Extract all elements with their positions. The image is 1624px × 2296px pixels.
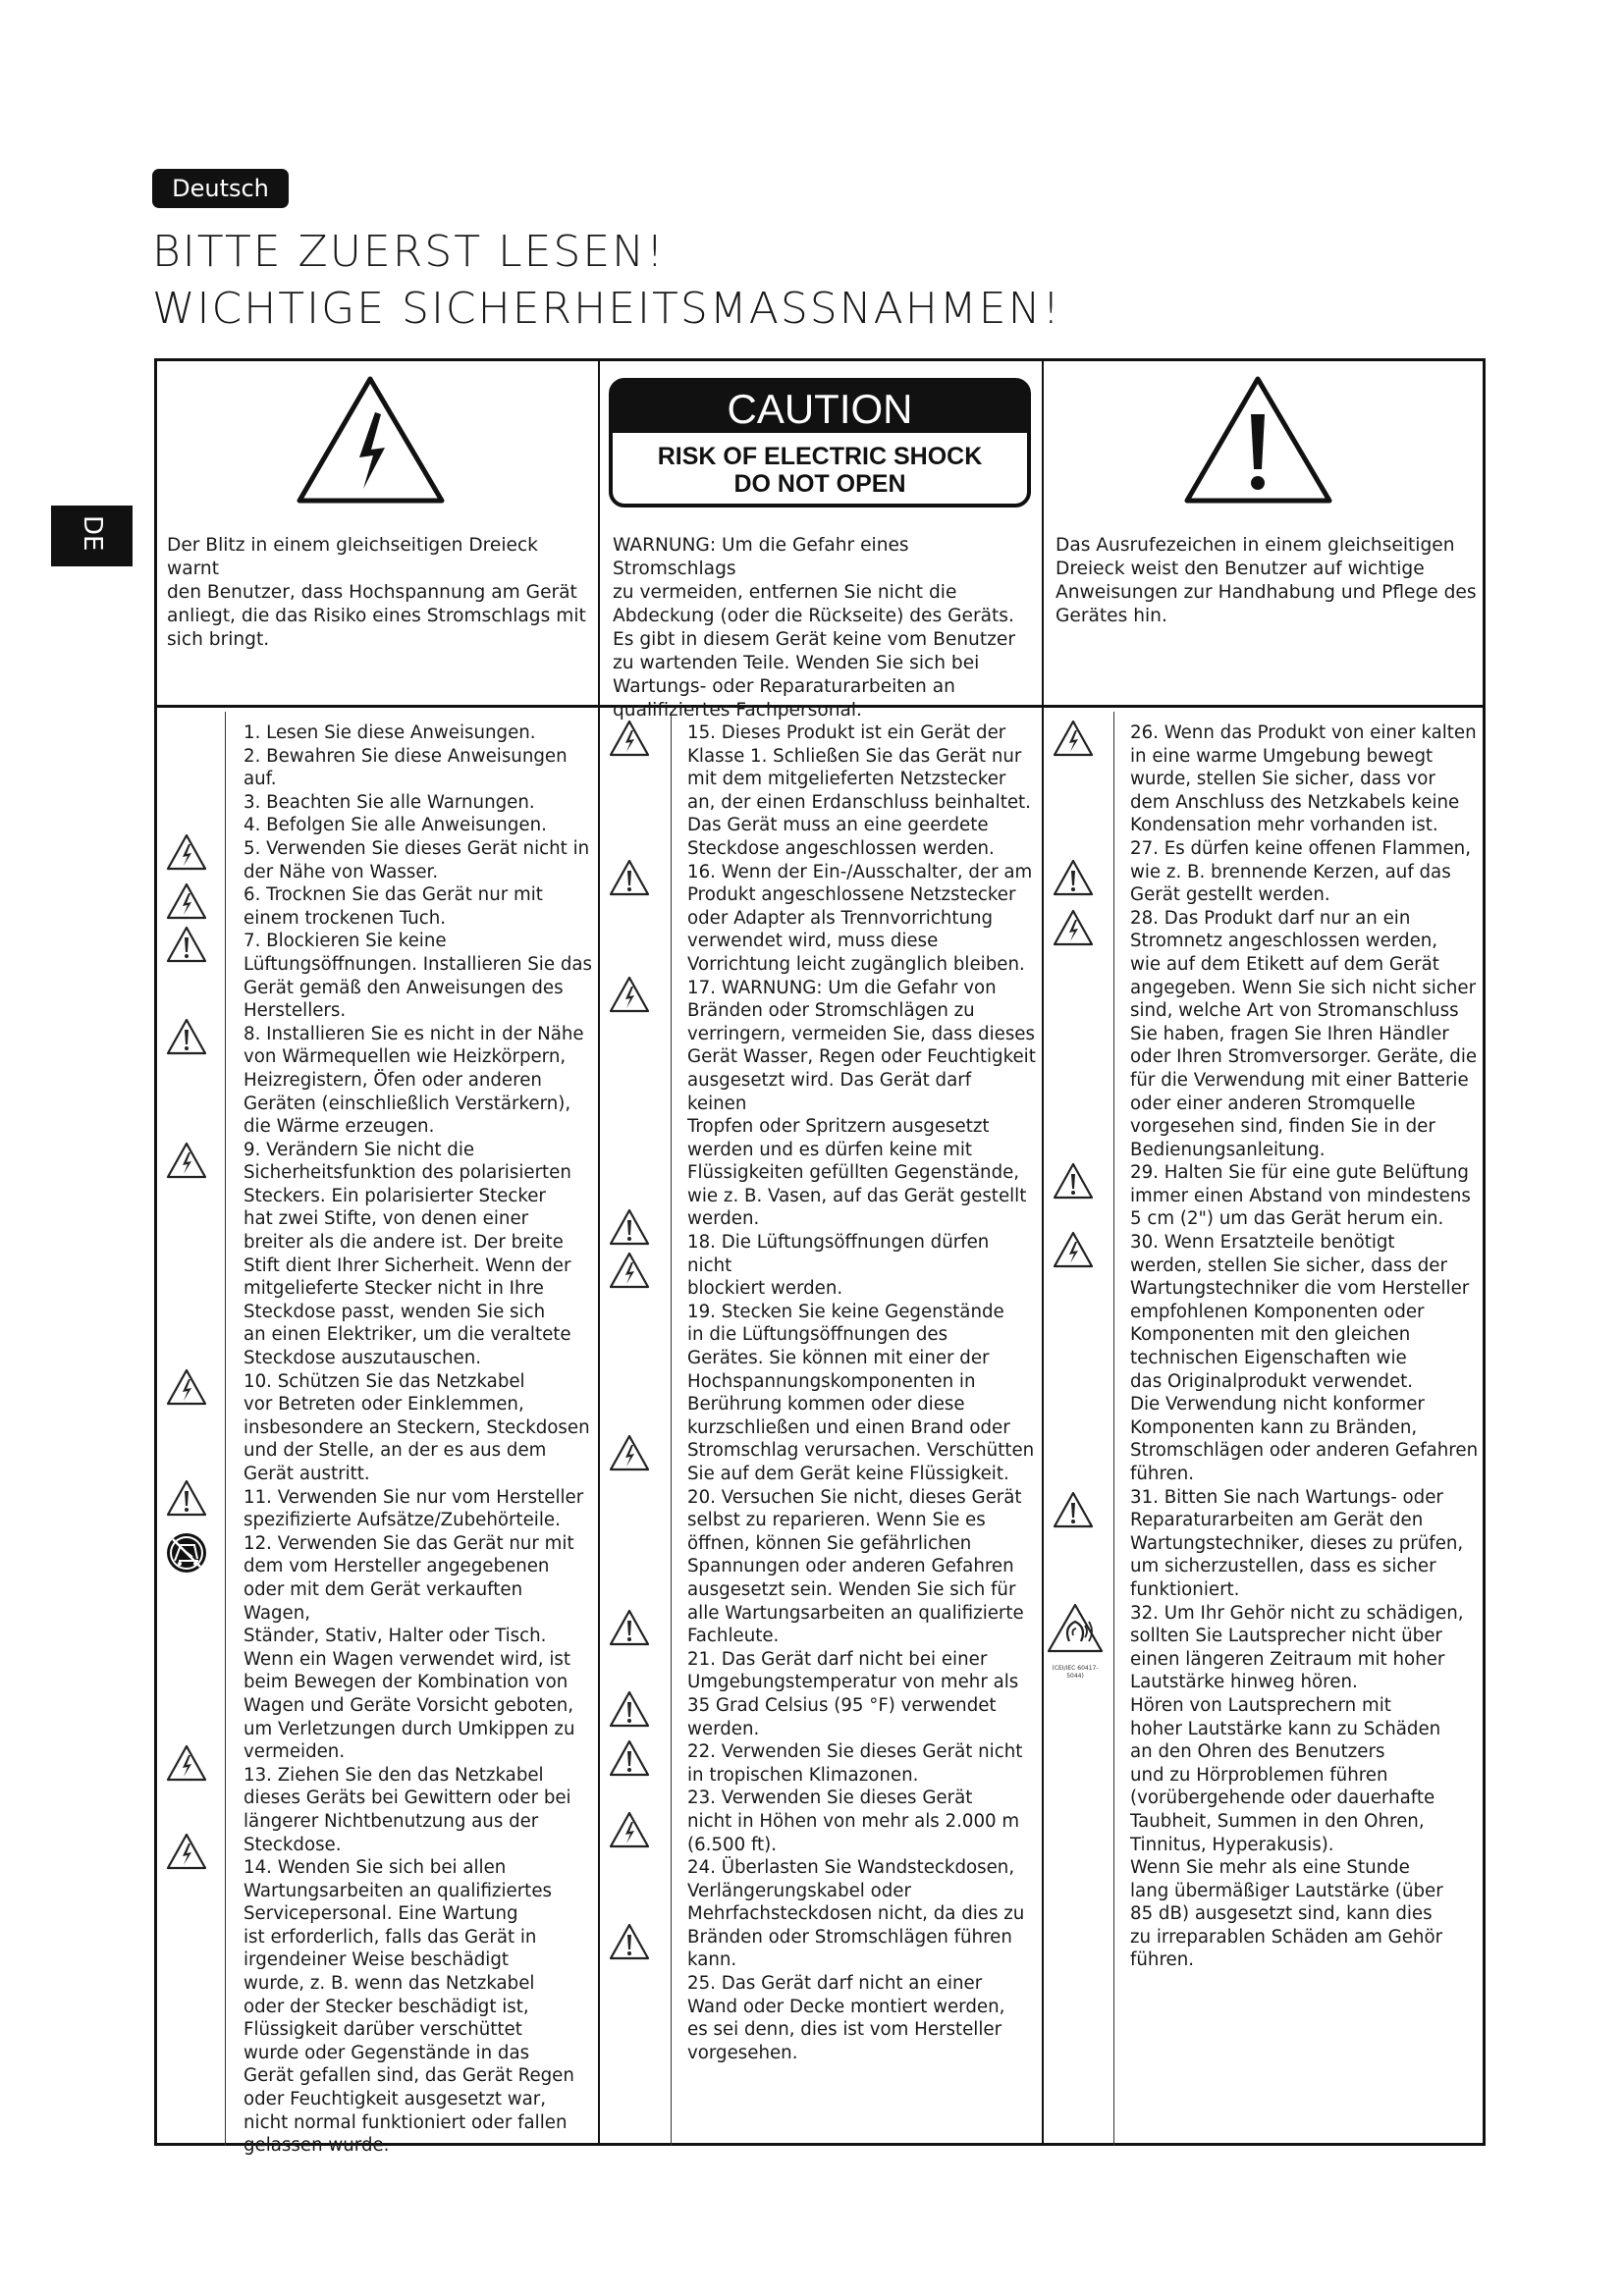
instruction-line: es sei denn, dies ist vom Hersteller: [687, 2019, 1002, 2041]
lightning-triangle-icon: [608, 1433, 651, 1480]
instruction-line: 19. Stecken Sie keine Gegenstände: [687, 1301, 1004, 1322]
instruction-line: 5. Verwenden Sie dieses Gerät nicht in: [244, 837, 590, 859]
instruction-line: die Wärme erzeugen.: [244, 1116, 435, 1138]
instruction-line: einen längeren Zeitraum mit hoher: [1130, 1648, 1445, 1670]
instruction-line: technischen Eigenschaften wie: [1130, 1348, 1407, 1369]
instruction-line: 24. Überlasten Sie Wandsteckdosen,: [687, 1857, 1015, 1879]
instruction-line: 20. Versuchen Sie nicht, dieses Gerät: [687, 1486, 1022, 1508]
instruction-line: 31. Bitten Sie nach Wartungs- oder: [1130, 1486, 1443, 1508]
instruction-line: blockiert werden.: [687, 1278, 843, 1300]
instruction-line: dem Anschluss des Netzkabels keine: [1130, 791, 1460, 813]
lightning-triangle-icon: [165, 1141, 208, 1188]
instruction-line: 13. Ziehen Sie den das Netzkabel: [244, 1764, 544, 1786]
intro-line: zu vermeiden, entfernen Sie nicht die: [613, 582, 957, 603]
intro-line: Der Blitz in einem gleichseitigen Dreieck warnt: [167, 535, 538, 579]
instruction-line: 23. Verwenden Sie dieses Gerät: [687, 1788, 973, 1809]
instruction-line: Stromschlag verursachen. Verschütten: [687, 1440, 1035, 1462]
instruction-line: beim Bewegen der Kombination von: [244, 1672, 568, 1693]
instruction-line: Servicepersonal. Eine Wartung: [244, 1903, 518, 1925]
side-tab-label: DE: [78, 515, 107, 552]
exclamation-triangle-icon: [1182, 373, 1334, 506]
intro-line: Wartungs- oder Reparaturarbeiten an: [613, 676, 955, 697]
intro-line: Abdeckung (oder die Rückseite) des Geräts.: [613, 606, 1014, 626]
instruction-line: 6. Trocknen Sie das Gerät nur mit: [244, 884, 543, 906]
instruction-line: Heizregistern, Öfen oder anderen: [244, 1069, 542, 1091]
lightning-triangle-icon: [1052, 1230, 1095, 1277]
instruction-line: wurde oder Gegenstände in das: [244, 2042, 530, 2063]
intro-line: Anweisungen zur Handhabung und Pflege des: [1056, 582, 1477, 603]
instruction-line: zu irreparablen Schäden am Gehör: [1130, 1926, 1443, 1948]
instruction-line: oder mit dem Gerät verkauften Wagen,: [244, 1578, 523, 1624]
instruction-line: selbst zu reparieren. Wenn Sie es: [687, 1510, 986, 1531]
instruction-line: und zu Hörproblemen führen: [1130, 1764, 1388, 1786]
instruction-line: 28. Das Produkt darf nur an ein: [1130, 907, 1411, 929]
instruction-line: 30. Wenn Ersatzteile benötigt: [1130, 1232, 1395, 1254]
caution-line-1: RISK OF ELECTRIC SHOCK: [657, 443, 983, 470]
instruction-line: dieses Geräts bei Gewittern oder bei: [244, 1788, 571, 1809]
instruction-line: spezifizierte Aufsätze/Zubehörteile.: [244, 1510, 561, 1531]
exclamation-triangle-icon: [165, 1017, 208, 1064]
instruction-line: Verlängerungskabel oder: [687, 1880, 911, 1901]
instruction-line: Die Verwendung nicht konformer: [1130, 1394, 1425, 1415]
instruction-line: 1. Lesen Sie diese Anweisungen.: [244, 722, 536, 743]
intro-warning-text: [613, 534, 1035, 722]
instruction-line: nicht in Höhen von mehr als 2.000 m: [687, 1810, 1020, 1832]
instruction-line: längerer Nichtbenutzung aus der: [244, 1810, 539, 1832]
instructions-column-1: [244, 721, 592, 2158]
instruction-line: Stromschlägen oder anderen Gefahren: [1130, 1440, 1479, 1462]
instruction-line: Steckdose passt, wenden Sie sich: [244, 1301, 546, 1322]
instruction-line: (6.500 ft).: [687, 1834, 778, 1855]
instruction-line: kurzschließen und einen Brand oder: [687, 1416, 1010, 1438]
instruction-line: 14. Wenden Sie sich bei allen: [244, 1857, 507, 1879]
exclamation-triangle-icon: [165, 1478, 208, 1525]
instruction-line: Gerät gestellt werden.: [1130, 884, 1330, 906]
instruction-line: in die Lüftungsöffnungen des: [687, 1324, 948, 1346]
instruction-line: wie z. B. Vasen, auf das Gerät gestellt: [687, 1185, 1027, 1206]
instruction-line: Umgebungstemperatur von mehr als: [687, 1672, 1019, 1693]
instruction-line: 25. Das Gerät darf nicht an einer: [687, 1973, 983, 1995]
intro-line: anliegt, die das Risiko eines Stromschlags mit: [167, 606, 586, 626]
instruction-line: Sicherheitsfunktion des polarisierten: [244, 1162, 571, 1184]
instruction-line: 21. Das Gerät darf nicht bei einer: [687, 1648, 988, 1670]
instruction-line: hat zwei Stifte, von denen einer: [244, 1208, 529, 1230]
instruction-line: an, der einen Erdanschluss beinhaltet.: [687, 791, 1031, 813]
instruction-line: Komponenten kann zu Bränden,: [1130, 1416, 1418, 1438]
lightning-triangle-icon: [165, 1832, 208, 1879]
caution-title: CAUTION: [727, 386, 913, 432]
intro-line: Gerätes hin.: [1056, 606, 1167, 626]
instruction-line: Flüssigkeit darüber verschüttet: [244, 2019, 522, 2041]
instruction-line: Steckers. Ein polarisierter Stecker: [244, 1185, 546, 1206]
instruction-line: wie z. B. brennende Kerzen, auf das: [1130, 861, 1451, 882]
instruction-line: breiter als die andere ist. Der breite: [244, 1232, 564, 1254]
lightning-triangle-icon: [165, 1743, 208, 1790]
instruction-line: Herstellers.: [244, 1000, 347, 1022]
instruction-line: Sie auf dem Gerät keine Flüssigkeit.: [687, 1464, 1009, 1484]
instruction-line: 2. Bewahren Sie diese Anweisungen: [244, 745, 568, 767]
intro-lightning-text: [167, 534, 589, 652]
instruction-line: auf.: [244, 769, 277, 790]
instruction-line: der Nähe von Wasser.: [244, 861, 439, 882]
exclamation-triangle-icon: [1052, 858, 1095, 905]
instruction-line: wie auf dem Etikett auf dem Gerät: [1130, 953, 1439, 975]
instruction-line: oder der Stecker beschädigt ist,: [244, 1996, 529, 2017]
instruction-line: Bedienungsanleitung.: [1130, 1139, 1326, 1160]
instruction-line: Bränden oder Stromschlägen zu: [687, 1000, 975, 1022]
instruction-line: werden und es dürfen keine mit: [687, 1139, 973, 1160]
cart-tip-over-icon: [165, 1531, 208, 1578]
instruction-line: einem trockenen Tuch.: [244, 907, 447, 929]
instruction-line: Kondensation mehr vorhanden ist.: [1130, 815, 1438, 836]
intro-exclamation-text: [1056, 534, 1478, 628]
instruction-line: mitgelieferte Stecker nicht in Ihre: [244, 1278, 544, 1300]
exclamation-triangle-icon: [608, 1689, 651, 1736]
instruction-line: verringern, vermeiden Sie, dass dieses: [687, 1023, 1035, 1044]
instruction-line: 5 cm (2") um das Gerät herum ein.: [1130, 1208, 1444, 1230]
language-badge: Deutsch: [152, 169, 289, 208]
intro-line: Es gibt in diesem Gerät keine vom Benutzer: [613, 629, 1015, 650]
instruction-line: Gerät gefallen sind, das Gerät Regen: [244, 2065, 574, 2087]
instruction-line: Bränden oder Stromschlägen führen: [687, 1926, 1012, 1948]
exclamation-triangle-icon: [165, 925, 208, 972]
instruction-line: Tropfen oder Spritzern ausgesetzt: [687, 1116, 990, 1138]
instruction-line: 12. Verwenden Sie das Gerät nur mit: [244, 1532, 574, 1554]
instruction-line: in tropischen Klimazonen.: [687, 1764, 919, 1786]
instruction-line: Stromnetz angeschlossen werden,: [1130, 931, 1438, 952]
instruction-line: oder einer anderen Stromquelle: [1130, 1093, 1416, 1114]
instructions-column-3: [1130, 721, 1479, 1972]
instruction-line: Berührung kommen oder diese: [687, 1394, 965, 1415]
instruction-line: Mehrfachsteckdosen nicht, da dies zu: [687, 1903, 1025, 1925]
instruction-line: Lüftungsöffnungen. Installieren Sie das: [244, 953, 592, 975]
instruction-line: Das Gerät muss an eine geerdete: [687, 815, 989, 836]
intro-line: WARNUNG: Um die Gefahr eines Stromschlags: [613, 535, 909, 579]
instruction-line: hoher Lautstärke kann zu Schäden: [1130, 1718, 1441, 1739]
instruction-line: Wenn ein Wagen verwendet wird, ist: [244, 1648, 571, 1670]
instruction-line: Reparaturarbeiten am Gerät den: [1130, 1510, 1424, 1531]
intro-line: Dreieck weist den Benutzer auf wichtige: [1056, 559, 1425, 579]
instruction-line: Wartungstechniker, dieses zu prüfen,: [1130, 1532, 1464, 1554]
instruction-line: 3. Beachten Sie alle Warnungen.: [244, 791, 535, 813]
instruction-line: 26. Wenn das Produkt von einer kalten: [1130, 722, 1477, 743]
instruction-line: Hochspannungskomponenten in: [687, 1370, 976, 1392]
instruction-line: Taubheit, Summen in den Ohren,: [1130, 1810, 1425, 1832]
lightning-triangle-icon: [608, 975, 651, 1022]
instruction-line: Fachleute.: [687, 1626, 780, 1647]
intro-line: qualifiziertes Fachpersonal.: [613, 700, 862, 721]
instruction-line: Wenn Sie mehr als eine Stunde: [1130, 1857, 1410, 1879]
instruction-line: Komponenten mit den gleichen: [1130, 1324, 1411, 1346]
instruction-line: lang übermäßiger Lautstärke (über: [1130, 1880, 1443, 1901]
instruction-line: Gerät Wasser, Regen oder Feuchtigkeit: [687, 1046, 1036, 1068]
instruction-line: wurde, stellen Sie sicher, dass vor: [1130, 769, 1435, 790]
exclamation-triangle-icon: [608, 1922, 651, 1969]
intro-line: sich bringt.: [167, 629, 270, 650]
instruction-line: um sicherzustellen, dass es sicher: [1130, 1556, 1436, 1577]
instruction-line: an einen Elektriker, um die veraltete: [244, 1324, 571, 1346]
lightning-triangle-icon: [608, 1810, 651, 1857]
instructions-column-2: [687, 721, 1036, 2064]
instruction-line: 11. Verwenden Sie nur vom Hersteller: [244, 1486, 584, 1508]
instruction-line: in eine warme Umgebung bewegt: [1130, 745, 1434, 767]
instruction-line: führen.: [1130, 1949, 1195, 1971]
instruction-line: (vorübergehende oder dauerhafte: [1130, 1788, 1435, 1809]
instruction-line: 17. WARNUNG: Um die Gefahr von: [687, 977, 997, 998]
lightning-triangle-icon: [295, 373, 447, 506]
instruction-line: verwendet wird, muss diese: [687, 931, 939, 952]
instruction-line: das Originalprodukt verwendet.: [1130, 1370, 1414, 1392]
headphone-icon-caption: (CEI/IEC 60417-5044): [1052, 1665, 1099, 1680]
instruction-line: 4. Befolgen Sie alle Anweisungen.: [244, 815, 547, 836]
instruction-line: Spannungen oder anderen Gefahren: [687, 1556, 1014, 1577]
instruction-line: 32. Um Ihr Gehör nicht zu schädigen,: [1130, 1602, 1464, 1624]
lightning-triangle-icon: [165, 1367, 208, 1415]
instruction-line: Sie haben, fragen Sie Ihren Händler: [1130, 1023, 1449, 1044]
instruction-line: Ständer, Stativ, Halter oder Tisch.: [244, 1626, 547, 1647]
instruction-line: und der Stelle, an der es aus dem: [244, 1440, 547, 1462]
instruction-line: empfohlenen Komponenten oder: [1130, 1301, 1425, 1322]
instruction-line: Gerätes. Sie können mit einer der: [687, 1348, 990, 1369]
instruction-line: öffnen, können Sie gefährlichen: [687, 1532, 972, 1554]
instruction-line: oder Adapter als Trennvorrichtung: [687, 907, 994, 929]
instruction-line: 27. Es dürfen keine offenen Flammen,: [1130, 837, 1471, 859]
instruction-line: Geräten (einschließlich Verstärkern),: [244, 1093, 571, 1114]
instruction-line: oder Ihren Stromversorger. Geräte, die: [1130, 1046, 1478, 1068]
instruction-line: Steckdose.: [244, 1834, 342, 1855]
exclamation-triangle-icon: [608, 1608, 651, 1655]
instruction-line: Wartungstechniker die vom Hersteller: [1130, 1278, 1470, 1300]
lightning-triangle-icon: [1052, 908, 1095, 955]
instruction-line: Flüssigkeiten gefüllten Gegenstände,: [687, 1162, 1020, 1184]
instruction-line: Lautstärke hinweg hören.: [1130, 1672, 1358, 1693]
instruction-line: ist erforderlich, falls das Gerät in: [244, 1926, 537, 1948]
instruction-line: Gerät gemäß den Anweisungen des: [244, 977, 564, 998]
instruction-line: von Wärmequellen wie Heizkörpern,: [244, 1046, 567, 1068]
icon-column-divider: [1113, 712, 1114, 2146]
instruction-line: vor Betreten oder Einklemmen,: [244, 1394, 524, 1415]
instruction-line: ausgesetzt wird. Das Gerät darf keinen: [687, 1069, 972, 1114]
instruction-line: dem vom Hersteller angegebenen: [244, 1556, 550, 1577]
instruction-line: werden, stellen Sie sicher, dass der: [1130, 1255, 1447, 1276]
instruction-line: 16. Wenn der Ein-/Ausschalter, der am: [687, 861, 1033, 882]
instruction-line: sollten Sie Lautsprecher nicht über: [1130, 1626, 1442, 1647]
exclamation-triangle-icon: [1052, 1490, 1095, 1537]
instruction-line: kann.: [687, 1949, 737, 1971]
exclamation-triangle-icon: [608, 1207, 651, 1255]
instruction-line: Klasse 1. Schließen Sie das Gerät nur: [687, 745, 1022, 767]
intro-line: den Benutzer, dass Hochspannung am Gerät: [167, 582, 577, 603]
icon-column-divider: [225, 712, 226, 2146]
instruction-line: werden.: [687, 1718, 760, 1739]
instruction-line: Wartungsarbeiten an qualifiziertes: [244, 1880, 552, 1901]
instruction-line: alle Wartungsarbeiten an qualifizierte: [687, 1602, 1024, 1624]
lightning-triangle-icon: [1052, 719, 1095, 766]
instruction-line: Gerät austritt.: [244, 1464, 370, 1484]
instruction-line: für die Verwendung mit einer Batterie: [1130, 1069, 1469, 1091]
instruction-line: Steckdose angeschlossen werden.: [687, 837, 995, 859]
instruction-line: Steckdose auszutauschen.: [244, 1348, 482, 1369]
instruction-line: führen.: [1130, 1464, 1195, 1484]
intro-line: zu wartenden Teile. Wenden Sie sich bei: [613, 653, 980, 673]
instruction-line: 29. Halten Sie für eine gute Belüftung: [1130, 1162, 1469, 1184]
instruction-line: angegeben. Wenn Sie sich nicht sicher: [1130, 977, 1477, 998]
instruction-line: 7. Blockieren Sie keine: [244, 931, 447, 952]
instruction-line: Stift dient Ihrer Sicherheit. Wenn der: [244, 1255, 571, 1276]
caution-label-icon: [609, 378, 1031, 507]
instruction-line: vorgesehen sind, finden Sie in der: [1130, 1116, 1435, 1138]
instruction-line: um Verletzungen durch Umkippen zu: [244, 1718, 575, 1739]
icon-column-divider: [671, 712, 672, 2146]
caution-line-2: DO NOT OPEN: [733, 470, 906, 498]
instruction-line: funktioniert.: [1130, 1578, 1240, 1600]
instruction-line: ausgesetzt sein. Wenden Sie sich für: [687, 1578, 1016, 1600]
instruction-line: wurde, z. B. wenn das Netzkabel: [244, 1973, 535, 1995]
exclamation-triangle-icon: [608, 858, 651, 905]
page-title-line-2: WICHTIGE SICHERHEITSMASSNAHMEN!: [152, 284, 1062, 334]
instruction-line: oder Feuchtigkeit ausgesetzt war,: [244, 2089, 547, 2110]
instruction-line: vorgesehen.: [687, 2042, 798, 2063]
lightning-triangle-icon: [608, 1251, 651, 1298]
instruction-line: 10. Schützen Sie das Netzkabel: [244, 1370, 525, 1392]
lightning-triangle-icon: [608, 719, 651, 766]
instruction-line: 15. Dieses Produkt ist ein Gerät der: [687, 722, 1006, 743]
language-side-tab: [51, 506, 133, 566]
instruction-line: vermeiden.: [244, 1741, 346, 1763]
lightning-triangle-icon: [165, 832, 208, 880]
instruction-line: Hören von Lautsprechern mit: [1130, 1694, 1391, 1716]
instruction-line: 35 Grad Celsius (95 °F) verwendet: [687, 1694, 997, 1716]
instruction-line: gelassen wurde.: [244, 2135, 390, 2157]
instruction-line: nicht normal funktioniert oder fallen: [244, 2111, 568, 2133]
instruction-line: 22. Verwenden Sie dieses Gerät nicht: [687, 1741, 1023, 1763]
page-title-line-1: BITTE ZUERST LESEN!: [152, 227, 666, 277]
exclamation-triangle-icon: [608, 1738, 651, 1786]
instruction-line: Vorrichtung leicht zugänglich bleiben.: [687, 953, 1025, 975]
instruction-line: Wagen und Geräte Vorsicht geboten,: [244, 1694, 574, 1716]
instruction-line: an den Ohren des Benutzers: [1130, 1741, 1385, 1763]
instruction-line: 8. Installieren Sie es nicht in der Nähe: [244, 1023, 584, 1044]
instruction-line: Tinnitus, Hyperakusis).: [1130, 1834, 1334, 1855]
intro-line: Das Ausrufezeichen in einem gleichseitigen: [1056, 535, 1455, 556]
column-divider: [598, 358, 600, 2146]
instruction-line: immer einen Abstand von mindestens: [1130, 1185, 1471, 1206]
instruction-line: Wand oder Decke montiert werden,: [687, 1996, 1005, 2017]
headphone-warning-icon: [1046, 1602, 1105, 1681]
instruction-line: werden.: [687, 1208, 760, 1230]
instruction-line: irgendeiner Weise beschädigt: [244, 1949, 509, 1971]
lightning-triangle-icon: [165, 881, 208, 929]
instruction-line: 18. Die Lüftungsöffnungen dürfen nicht: [687, 1232, 990, 1276]
instruction-line: insbesondere an Steckern, Steckdosen: [244, 1416, 590, 1438]
instruction-line: Produkt angeschlossene Netzstecker: [687, 884, 1016, 906]
column-divider: [1042, 358, 1044, 2146]
instruction-line: 9. Verändern Sie nicht die: [244, 1139, 475, 1160]
instruction-line: mit dem mitgelieferten Netzstecker: [687, 769, 1006, 790]
instruction-line: sind, welche Art von Stromanschluss: [1130, 1000, 1459, 1022]
instruction-line: 85 dB) ausgesetzt sind, kann dies: [1130, 1903, 1433, 1925]
exclamation-triangle-icon: [1052, 1161, 1095, 1208]
